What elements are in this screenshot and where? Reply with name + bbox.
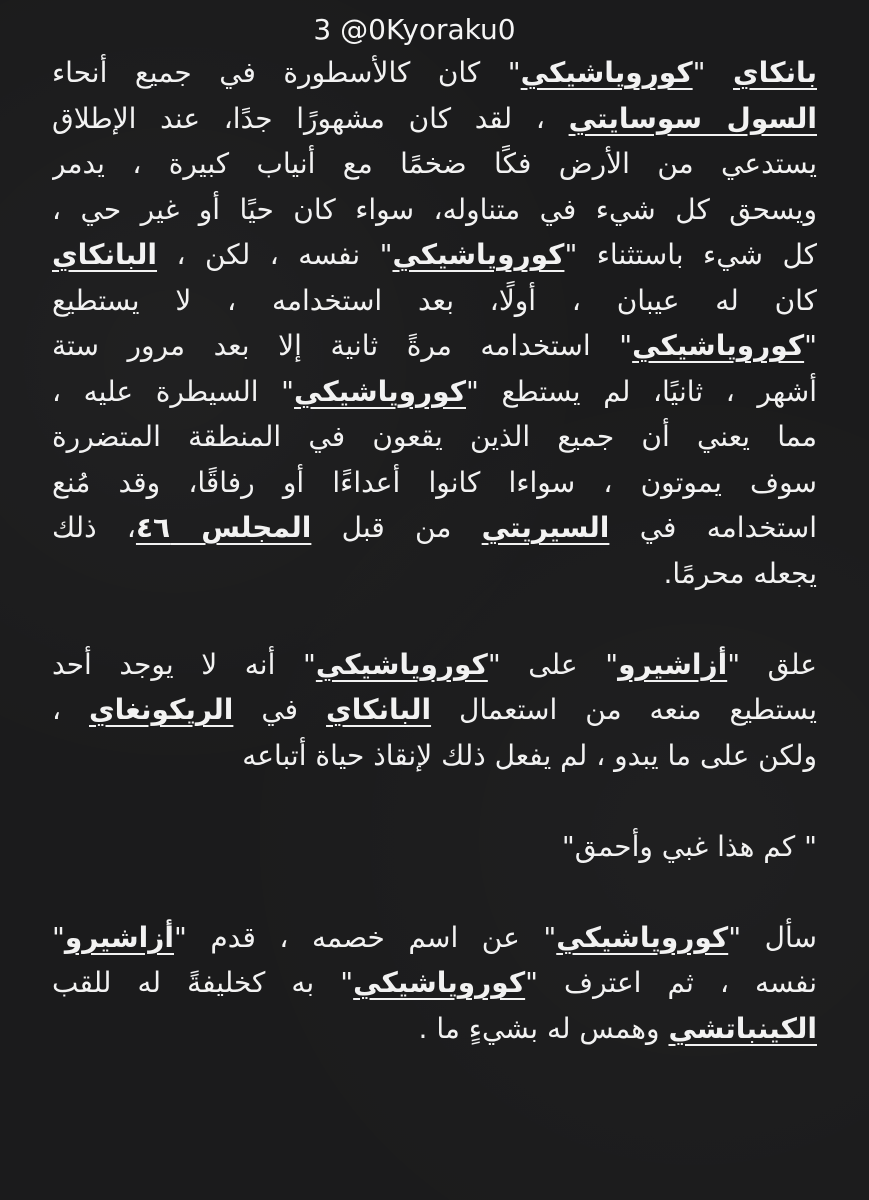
highlighted-name: كوروياشيكي [632, 329, 805, 362]
highlighted-name: كوروياشيكي [315, 647, 488, 681]
page-header [52, 10, 817, 50]
text-line [52, 687, 817, 733]
highlighted-name: كوروياشيكي [392, 238, 565, 271]
text-run: " كان كالأسطورة في جميع أنحاء [52, 56, 521, 89]
text-run: كان له عيبان ، أولًا، بعد استخدامه ، لا يستطيع [52, 283, 817, 317]
highlighted-name: البانكاي [326, 693, 432, 726]
paragraph [52, 642, 817, 779]
highlighted-name: المجلس ٤٦ [135, 511, 312, 544]
highlighted-name: البانكاي [52, 238, 158, 271]
text-run: سوف يموتون ، سواءا كانوا أعداءًا أو رفاقًا، وقد مُنع [52, 465, 817, 499]
text-line [52, 505, 817, 551]
text-run: أشهر ، ثانيًا، لم يستطع " [466, 374, 817, 408]
text-run: وهمس له بشيءٍ ما . [418, 1011, 669, 1045]
text-run: " نفسه ، لكن ، [157, 238, 393, 271]
highlighted-name: الكينباتشي [668, 1011, 817, 1045]
text-run: استخدامه في [609, 511, 817, 544]
text-run: كل شيء باستثناء " [564, 238, 817, 271]
text-run: " على " [487, 647, 619, 681]
text-run: " استخدامه مرةً ثانية إلا بعد مرور ستة [52, 329, 633, 362]
document-body [52, 50, 817, 1051]
text-run: يجعله محرمًا. [663, 556, 817, 590]
paragraph-gap [52, 869, 817, 915]
paragraph [52, 915, 817, 1052]
paragraph-gap [52, 778, 817, 824]
text-line [52, 232, 817, 278]
text-run: " أنه لا يوجد أحد [52, 647, 316, 681]
author-handle: @0Kyoraku0 [340, 13, 516, 46]
text-run: " كم هذا غبي وأحمق" [561, 829, 817, 863]
text-run: " به كخليفةً له للقب [52, 966, 354, 999]
text-line [52, 369, 817, 415]
text-run: ، [52, 693, 89, 726]
text-line [52, 187, 817, 233]
text-run: يستدعي من الأرض فكًا ضخمًا مع أنياب كبيرة ، يدمر [52, 147, 817, 180]
text-line [52, 824, 817, 870]
text-run: " عن اسم خصمه ، قدم " [174, 920, 557, 954]
highlighted-name: الريكونغاي [89, 693, 234, 726]
text-line [52, 323, 817, 369]
highlighted-name: السول سوسايتي [568, 101, 817, 135]
text-run: نفسه ، ثم اعترف " [525, 966, 817, 999]
text-run: ويسحق كل شيء في متناوله، سواء كان حيًا أو غير حي ، [52, 192, 817, 226]
highlighted-name: بانكاي [733, 56, 817, 89]
text-line [52, 414, 817, 460]
paragraph [52, 824, 817, 870]
text-run: علق " [727, 647, 817, 681]
paragraph [52, 50, 817, 596]
highlighted-name: أزاشيرو [64, 920, 174, 954]
text-line [52, 50, 817, 96]
text-line [52, 733, 817, 779]
highlighted-name: أزاشيرو [618, 647, 728, 681]
text-run: يستطيع منعه من استعمال [431, 693, 817, 726]
text-line [52, 642, 817, 688]
text-run: ، لقد كان مشهورًا جدًا، عند الإطلاق [52, 101, 569, 135]
highlighted-name: كوروياشيكي [520, 56, 693, 89]
text-line [52, 960, 817, 1006]
text-run: " [692, 56, 734, 89]
text-run: " [52, 920, 65, 954]
text-run: من قبل [311, 511, 482, 544]
text-line [52, 460, 817, 506]
text-line [52, 915, 817, 961]
text-run: ولكن على ما يبدو ، لم يفعل ذلك لإنقاذ حياة أتباعه [242, 738, 817, 772]
text-run: في [233, 693, 327, 726]
text-line [52, 278, 817, 324]
text-line [52, 141, 817, 187]
highlighted-name: كوروياشيكي [294, 374, 466, 408]
text-run: " [804, 329, 817, 362]
text-run: سأل " [728, 920, 817, 954]
text-run: ، ذلك [52, 511, 136, 544]
highlighted-name: كوروياشيكي [353, 966, 526, 999]
text-line [52, 96, 817, 142]
highlighted-name: السيريتي [481, 511, 610, 544]
highlighted-name: كوروياشيكي [556, 920, 729, 954]
page-number: 3 [313, 13, 332, 46]
text-line [52, 1006, 817, 1052]
text-run: " السيطرة عليه ، [52, 374, 295, 408]
paragraph-gap [52, 596, 817, 642]
text-run: مما يعني أن جميع الذين يقعون في المنطقة المتضررة [52, 420, 817, 453]
text-line [52, 551, 817, 597]
